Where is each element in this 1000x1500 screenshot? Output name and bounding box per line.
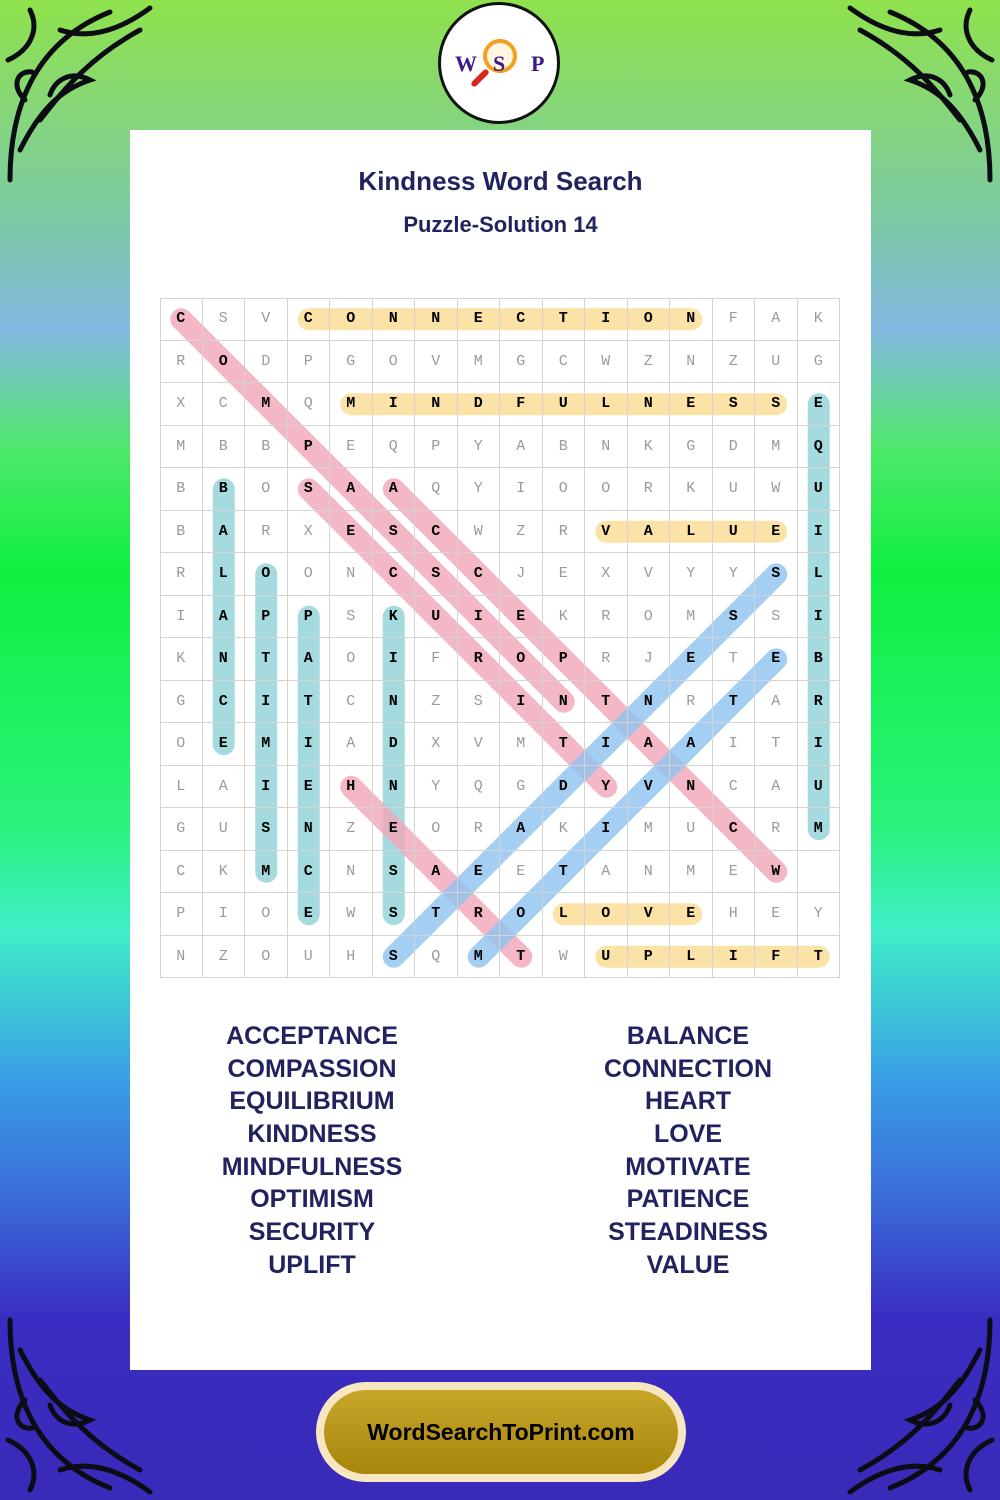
grid-cell[interactable]: K: [543, 808, 586, 851]
grid-cell[interactable]: N: [585, 426, 628, 469]
grid-cell[interactable]: E: [670, 383, 713, 426]
grid-cell[interactable]: Y: [670, 553, 713, 596]
grid-cell[interactable]: N: [628, 681, 671, 724]
grid-cell[interactable]: I: [203, 893, 246, 936]
grid-cell[interactable]: Z: [415, 681, 458, 724]
grid-cell[interactable]: E: [798, 383, 841, 426]
grid-cell[interactable]: E: [755, 893, 798, 936]
grid-cell[interactable]: B: [203, 426, 246, 469]
grid-cell[interactable]: T: [755, 723, 798, 766]
grid-cell[interactable]: S: [755, 553, 798, 596]
grid-cell[interactable]: I: [458, 596, 501, 639]
grid-cell[interactable]: C: [203, 681, 246, 724]
grid-cell[interactable]: U: [798, 766, 841, 809]
grid-cell[interactable]: I: [798, 723, 841, 766]
grid-cell[interactable]: Y: [415, 766, 458, 809]
grid-cell[interactable]: O: [203, 341, 246, 384]
grid-cell[interactable]: L: [160, 766, 203, 809]
grid-cell[interactable]: U: [798, 468, 841, 511]
letter-grid[interactable]: [160, 298, 840, 978]
grid-cell[interactable]: H: [713, 893, 756, 936]
grid-cell[interactable]: A: [585, 851, 628, 894]
grid-cell[interactable]: N: [670, 341, 713, 384]
grid-cell[interactable]: Q: [798, 426, 841, 469]
grid-cell[interactable]: S: [458, 681, 501, 724]
grid-cell[interactable]: D: [713, 426, 756, 469]
grid-cell[interactable]: Q: [288, 383, 331, 426]
grid-cell[interactable]: K: [670, 468, 713, 511]
grid-cell[interactable]: T: [543, 851, 586, 894]
grid-cell[interactable]: L: [670, 511, 713, 554]
grid-cell[interactable]: I: [373, 383, 416, 426]
grid-cell[interactable]: H: [330, 766, 373, 809]
grid-cell[interactable]: E: [670, 893, 713, 936]
grid-cell[interactable]: P: [628, 936, 671, 979]
grid-cell[interactable]: T: [288, 681, 331, 724]
grid-cell[interactable]: N: [628, 851, 671, 894]
grid-cell[interactable]: M: [798, 808, 841, 851]
grid-cell[interactable]: O: [245, 893, 288, 936]
grid-cell[interactable]: O: [500, 638, 543, 681]
grid-cell[interactable]: Z: [330, 808, 373, 851]
word-list-item: BALANCE: [626, 1022, 750, 1050]
grid-cell[interactable]: T: [543, 723, 586, 766]
grid-cell[interactable]: M: [160, 426, 203, 469]
grid-cell[interactable]: O: [330, 298, 373, 341]
grid-cell[interactable]: M: [245, 383, 288, 426]
word-list-left: [162, 1020, 462, 1282]
grid-cell[interactable]: N: [628, 383, 671, 426]
grid-cell[interactable]: C: [203, 383, 246, 426]
word-list-item: CONNECTION: [603, 1054, 773, 1083]
grid-cell[interactable]: X: [288, 511, 331, 554]
grid-cell[interactable]: I: [245, 681, 288, 724]
grid-cell[interactable]: O: [415, 808, 458, 851]
grid-cell[interactable]: M: [670, 851, 713, 894]
grid-cell[interactable]: C: [713, 766, 756, 809]
grid-cell[interactable]: E: [288, 766, 331, 809]
grid-cell[interactable]: N: [288, 808, 331, 851]
grid-cell[interactable]: A: [628, 723, 671, 766]
grid-cell[interactable]: P: [245, 596, 288, 639]
grid-cell[interactable]: C: [330, 681, 373, 724]
grid-cell[interactable]: Z: [203, 936, 246, 979]
grid-cell[interactable]: K: [798, 298, 841, 341]
word-list-item: OPTIMISM: [250, 1185, 374, 1214]
grid-cell[interactable]: P: [288, 426, 331, 469]
grid-cell[interactable]: I: [288, 723, 331, 766]
grid-cell[interactable]: C: [160, 851, 203, 894]
grid-cell[interactable]: K: [160, 638, 203, 681]
grid-cell[interactable]: V: [628, 893, 671, 936]
grid-cell[interactable]: N: [543, 681, 586, 724]
logo-letter-w: W: [455, 51, 477, 76]
grid-cell[interactable]: V: [585, 511, 628, 554]
grid-cell[interactable]: C: [543, 341, 586, 384]
grid-cell[interactable]: C: [160, 298, 203, 341]
grid-cell[interactable]: T: [415, 893, 458, 936]
grid-cell[interactable]: M: [458, 936, 501, 979]
grid-cell[interactable]: G: [500, 341, 543, 384]
grid-cell[interactable]: A: [755, 298, 798, 341]
word-list-item: PATIENCE: [626, 1185, 750, 1214]
grid-cell[interactable]: U: [543, 383, 586, 426]
grid-cell[interactable]: W: [585, 341, 628, 384]
grid-cell[interactable]: L: [585, 383, 628, 426]
grid-cell[interactable]: K: [203, 851, 246, 894]
grid-cell[interactable]: T: [585, 681, 628, 724]
grid-cell[interactable]: A: [415, 851, 458, 894]
grid-cell[interactable]: I: [500, 468, 543, 511]
grid-cell[interactable]: V: [245, 298, 288, 341]
grid-cell[interactable]: S: [373, 893, 416, 936]
grid-cell[interactable]: O: [585, 893, 628, 936]
grid-cell[interactable]: V: [458, 723, 501, 766]
grid-cell[interactable]: P: [288, 341, 331, 384]
grid-cell[interactable]: N: [415, 298, 458, 341]
grid-cell[interactable]: Z: [500, 511, 543, 554]
grid-cell[interactable]: M: [330, 383, 373, 426]
grid-cell[interactable]: P: [288, 596, 331, 639]
word-list-item: VALUE: [646, 1250, 730, 1279]
grid-cell[interactable]: O: [245, 553, 288, 596]
page-title: Kindness Word Search: [358, 166, 643, 196]
grid-cell[interactable]: I: [500, 681, 543, 724]
grid-cell[interactable]: G: [160, 681, 203, 724]
grid-cell[interactable]: L: [543, 893, 586, 936]
grid-cell[interactable]: B: [798, 638, 841, 681]
grid-cell[interactable]: M: [755, 426, 798, 469]
word-list-item: ACCEPTANCE: [226, 1022, 398, 1050]
grid-cell[interactable]: U: [670, 808, 713, 851]
grid-cell[interactable]: R: [585, 638, 628, 681]
grid-cell[interactable]: Y: [458, 426, 501, 469]
grid-cell[interactable]: W: [755, 468, 798, 511]
grid-cell[interactable]: I: [373, 638, 416, 681]
grid-cell[interactable]: N: [670, 766, 713, 809]
grid-cell[interactable]: J: [628, 638, 671, 681]
grid-cell[interactable]: R: [458, 638, 501, 681]
grid-cell[interactable]: E: [713, 851, 756, 894]
grid-cell[interactable]: O: [288, 553, 331, 596]
grid-cell[interactable]: K: [543, 596, 586, 639]
grid-cell[interactable]: U: [203, 808, 246, 851]
grid-cell[interactable]: E: [543, 553, 586, 596]
grid-cell[interactable]: Y: [798, 893, 841, 936]
grid-cell[interactable]: T: [543, 298, 586, 341]
grid-cell[interactable]: O: [628, 298, 671, 341]
grid-cell[interactable]: M: [245, 723, 288, 766]
grid-cell[interactable]: Y: [585, 766, 628, 809]
grid-cell[interactable]: K: [373, 596, 416, 639]
grid-cell[interactable]: J: [500, 553, 543, 596]
grid-cell[interactable]: U: [288, 936, 331, 979]
grid-cell[interactable]: W: [458, 511, 501, 554]
grid-cell[interactable]: E: [458, 851, 501, 894]
grid-cell[interactable]: O: [500, 893, 543, 936]
grid-cell[interactable]: U: [585, 936, 628, 979]
grid-cell[interactable]: I: [585, 808, 628, 851]
grid-cell[interactable]: E: [330, 426, 373, 469]
grid-cell[interactable]: W: [755, 851, 798, 894]
grid-cell[interactable]: W: [543, 936, 586, 979]
grid-cell[interactable]: R: [160, 341, 203, 384]
grid-cell[interactable]: O: [373, 341, 416, 384]
grid-cell[interactable]: N: [330, 553, 373, 596]
grid-cell[interactable]: S: [373, 511, 416, 554]
grid-cell[interactable]: A: [755, 766, 798, 809]
grid-cell[interactable]: C: [500, 298, 543, 341]
grid-cell[interactable]: U: [713, 511, 756, 554]
grid-cell[interactable]: M: [628, 808, 671, 851]
grid-cell[interactable]: T: [798, 936, 841, 979]
grid-cell[interactable]: K: [628, 426, 671, 469]
word-list-item: EQUILIBRIUM: [229, 1087, 395, 1116]
grid-cell[interactable]: S: [755, 596, 798, 639]
grid-cell[interactable]: S: [330, 596, 373, 639]
grid-cell[interactable]: A: [755, 681, 798, 724]
grid-cell[interactable]: T: [713, 638, 756, 681]
grid-cell[interactable]: T: [245, 638, 288, 681]
grid-cell[interactable]: C: [713, 808, 756, 851]
grid-cell[interactable]: A: [500, 808, 543, 851]
grid-cell[interactable]: A: [330, 723, 373, 766]
grid-cell[interactable]: G: [798, 341, 841, 384]
grid-cell[interactable]: B: [160, 468, 203, 511]
grid-cell[interactable]: N: [373, 681, 416, 724]
word-list-item: HEART: [644, 1087, 732, 1116]
logo-letter-p: P: [531, 51, 545, 76]
grid-cell[interactable]: C: [288, 298, 331, 341]
grid-cell[interactable]: R: [160, 553, 203, 596]
grid-cell[interactable]: L: [798, 553, 841, 596]
grid-cell[interactable]: I: [160, 596, 203, 639]
grid-cell[interactable]: R: [670, 681, 713, 724]
grid-cell[interactable]: T: [713, 681, 756, 724]
grid-cell[interactable]: B: [245, 426, 288, 469]
grid-cell[interactable]: N: [415, 383, 458, 426]
grid-cell[interactable]: I: [798, 596, 841, 639]
grid-cell[interactable]: G: [670, 426, 713, 469]
grid-cell[interactable]: I: [585, 298, 628, 341]
word-list-item: SECURITY: [248, 1218, 376, 1247]
grid-cell[interactable]: W: [330, 893, 373, 936]
grid-cell[interactable]: L: [670, 936, 713, 979]
grid-cell[interactable]: X: [585, 553, 628, 596]
grid-cell[interactable]: E: [500, 851, 543, 894]
grid-cell[interactable]: M: [500, 723, 543, 766]
word-list-item: MOTIVATE: [625, 1152, 751, 1181]
grid-cell[interactable]: R: [458, 808, 501, 851]
grid-cell[interactable]: O: [330, 638, 373, 681]
grid-cell[interactable]: A: [330, 468, 373, 511]
grid-cell[interactable]: X: [415, 723, 458, 766]
grid-cell[interactable]: A: [288, 638, 331, 681]
grid-cell[interactable]: C: [415, 511, 458, 554]
grid-cell[interactable]: R: [628, 468, 671, 511]
grid-cell[interactable]: F: [713, 298, 756, 341]
grid-cell[interactable]: D: [373, 723, 416, 766]
grid-cell[interactable]: I: [585, 723, 628, 766]
grid-cell[interactable]: H: [330, 936, 373, 979]
word-list-right: [538, 1020, 838, 1282]
grid-cell[interactable]: U: [415, 596, 458, 639]
grid-cell[interactable]: E: [203, 723, 246, 766]
grid-cell[interactable]: I: [245, 766, 288, 809]
grid-cell[interactable]: B: [203, 468, 246, 511]
grid-cell[interactable]: S: [245, 808, 288, 851]
grid-cell[interactable]: M: [670, 596, 713, 639]
grid-cell[interactable]: D: [543, 766, 586, 809]
grid-cell[interactable]: Y: [713, 553, 756, 596]
wsp-logo: [438, 2, 560, 124]
grid-cell[interactable]: E: [755, 511, 798, 554]
grid-cell[interactable]: A: [500, 426, 543, 469]
grid-cell[interactable]: S: [713, 383, 756, 426]
site-link[interactable]: WordSearchToPrint.com: [367, 1418, 635, 1445]
grid-cell[interactable]: R: [585, 596, 628, 639]
grid-cell[interactable]: F: [500, 383, 543, 426]
grid-cell[interactable]: P: [415, 426, 458, 469]
grid-cell[interactable]: P: [543, 638, 586, 681]
grid-cell[interactable]: O: [628, 596, 671, 639]
grid-cell[interactable]: E: [373, 808, 416, 851]
grid-cell[interactable]: O: [160, 723, 203, 766]
grid-cell[interactable]: U: [755, 341, 798, 384]
grid-cell[interactable]: D: [245, 341, 288, 384]
grid-cell[interactable]: E: [330, 511, 373, 554]
grid-cell[interactable]: M: [458, 341, 501, 384]
grid-cell[interactable]: Q: [458, 766, 501, 809]
word-list-item: MINDFULNESS: [221, 1152, 403, 1181]
grid-cell[interactable]: A: [203, 766, 246, 809]
grid-cell[interactable]: A: [670, 723, 713, 766]
grid-cell[interactable]: O: [585, 468, 628, 511]
grid-cell[interactable]: Q: [373, 426, 416, 469]
grid-cell[interactable]: N: [373, 766, 416, 809]
grid-cell[interactable]: T: [500, 936, 543, 979]
grid-cell[interactable]: R: [543, 511, 586, 554]
grid-cell[interactable]: S: [373, 936, 416, 979]
site-banner[interactable]: [316, 1382, 686, 1482]
grid-cell[interactable]: V: [628, 553, 671, 596]
word-list-item: COMPASSION: [227, 1054, 397, 1083]
grid-cell[interactable]: C: [288, 851, 331, 894]
grid-cell[interactable]: N: [330, 851, 373, 894]
grid-cell[interactable]: B: [160, 511, 203, 554]
grid-cell[interactable]: E: [288, 893, 331, 936]
grid-cell[interactable]: F: [755, 936, 798, 979]
grid-cell[interactable]: E: [500, 596, 543, 639]
grid-cell[interactable]: Q: [415, 468, 458, 511]
grid-cell[interactable]: A: [203, 511, 246, 554]
grid-cell[interactable]: O: [245, 468, 288, 511]
grid-cell[interactable]: Z: [628, 341, 671, 384]
grid-cell[interactable]: I: [798, 511, 841, 554]
grid-cell[interactable]: Y: [458, 468, 501, 511]
grid-cell[interactable]: R: [458, 893, 501, 936]
grid-cell[interactable]: S: [203, 298, 246, 341]
grid-cell[interactable]: X: [160, 383, 203, 426]
grid-cell[interactable]: F: [415, 638, 458, 681]
grid-cell[interactable]: R: [755, 808, 798, 851]
grid-cell[interactable]: S: [415, 553, 458, 596]
grid-cell[interactable]: C: [373, 553, 416, 596]
word-list-item: STEADINESS: [608, 1218, 768, 1247]
grid-cell[interactable]: R: [798, 681, 841, 724]
word-list-item: LOVE: [653, 1120, 723, 1149]
grid-cell[interactable]: N: [373, 298, 416, 341]
grid-cell[interactable]: R: [245, 511, 288, 554]
grid-cell[interactable]: O: [245, 936, 288, 979]
grid-cell[interactable]: V: [628, 766, 671, 809]
grid-cell[interactable]: E: [670, 638, 713, 681]
grid-cell[interactable]: G: [160, 808, 203, 851]
grid-cell[interactable]: A: [628, 511, 671, 554]
grid-cell[interactable]: Q: [415, 936, 458, 979]
word-list-item: KINDNESS: [247, 1120, 377, 1149]
grid-cell[interactable]: S: [373, 851, 416, 894]
logo-letter-s: S: [493, 51, 506, 76]
grid-cell[interactable]: P: [160, 893, 203, 936]
grid-cell[interactable]: S: [713, 596, 756, 639]
grid-cell[interactable]: Z: [713, 341, 756, 384]
grid-cell[interactable]: D: [458, 383, 501, 426]
grid-cell[interactable]: [798, 851, 841, 894]
grid-cell[interactable]: V: [415, 341, 458, 384]
grid-cell[interactable]: E: [458, 298, 501, 341]
grid-cell[interactable]: A: [203, 596, 246, 639]
grid-cell[interactable]: G: [330, 341, 373, 384]
grid-cell[interactable]: I: [713, 936, 756, 979]
grid-cell[interactable]: E: [755, 638, 798, 681]
grid-cell[interactable]: C: [458, 553, 501, 596]
grid-cell[interactable]: B: [543, 426, 586, 469]
grid-cell[interactable]: S: [755, 383, 798, 426]
grid-cell[interactable]: A: [373, 468, 416, 511]
grid-cell[interactable]: L: [203, 553, 246, 596]
grid-cell[interactable]: N: [160, 936, 203, 979]
grid-cell[interactable]: M: [245, 851, 288, 894]
grid-cell[interactable]: N: [203, 638, 246, 681]
grid-cell[interactable]: O: [543, 468, 586, 511]
site-banner-inner: [324, 1390, 678, 1474]
grid-cell[interactable]: N: [670, 298, 713, 341]
word-list-item: UPLIFT: [268, 1250, 356, 1279]
grid-cell[interactable]: S: [288, 468, 331, 511]
grid-cell[interactable]: G: [500, 766, 543, 809]
page-subtitle: Puzzle-Solution 14: [403, 212, 598, 237]
grid-cell[interactable]: U: [713, 468, 756, 511]
grid-cell[interactable]: I: [713, 723, 756, 766]
